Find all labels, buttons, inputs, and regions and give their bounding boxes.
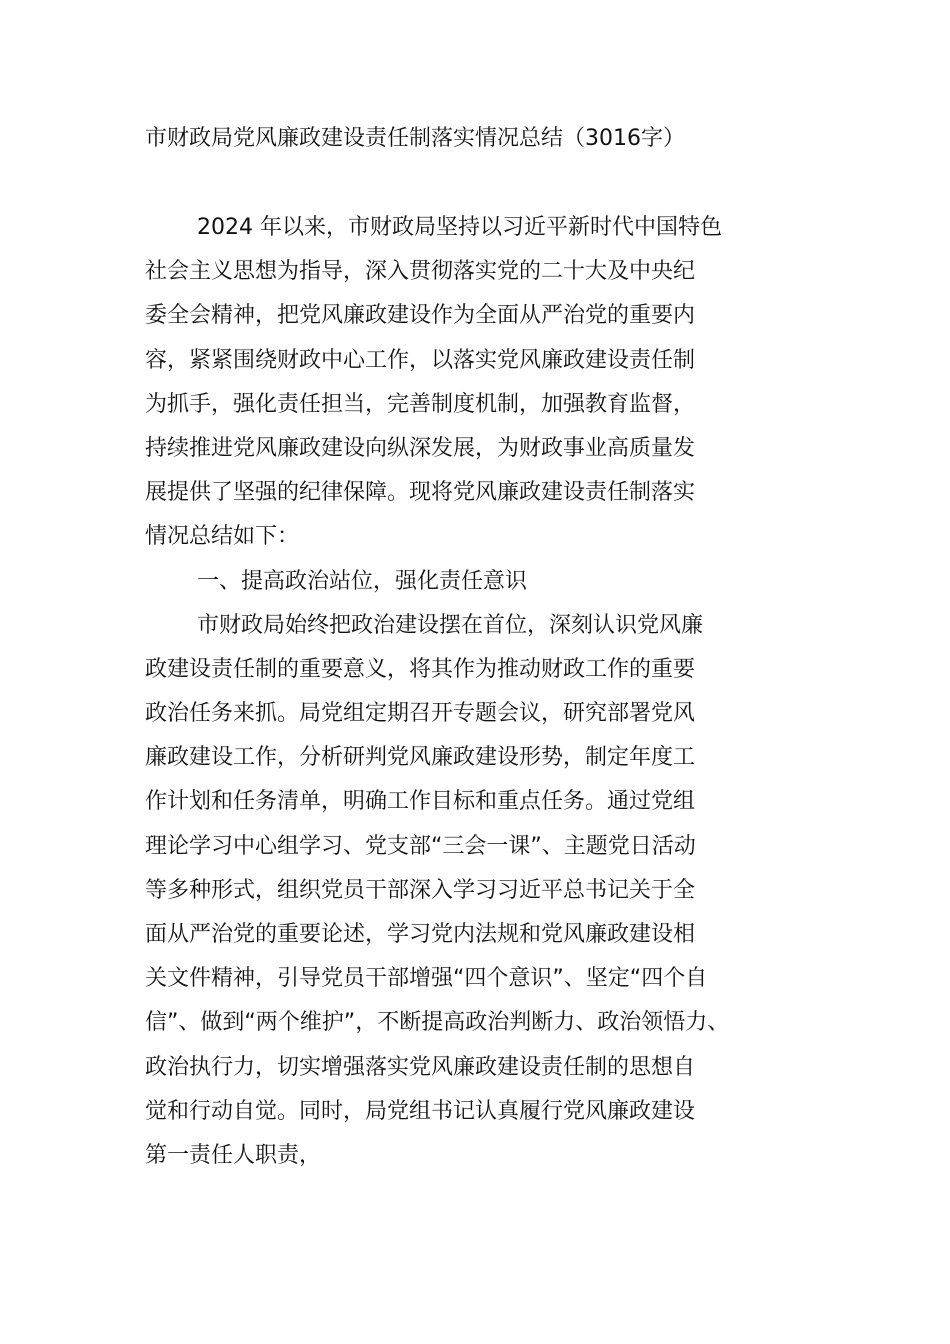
paragraph-line: 第一责任人职责，	[145, 1142, 322, 1168]
paragraph-line: 觉和行动自觉。同时，局党组书记认真履行党风廉政建设	[145, 1098, 696, 1124]
paragraph-line: 容，紧紧围绕财政中心工作，以落实党风廉政建设责任制	[145, 347, 696, 373]
paragraph-line: 信”、做到“两个维护”，不断提高政治判断力、政治领悟力、	[145, 1010, 730, 1036]
paragraph-line: 市财政局始终把政治建设摆在首位，深刻认识党风廉	[197, 612, 704, 638]
document-title: 市财政局党风廉政建设责任制落实情况总结（3016字）	[145, 126, 685, 151]
paragraph-line: 展提供了坚强的纪律保障。现将党风廉政建设责任制落实	[145, 480, 696, 506]
paragraph-line: 等多种形式，组织党员干部深入学习习近平总书记关于全	[145, 877, 696, 903]
paragraph-line: 情况总结如下：	[145, 524, 300, 550]
paragraph-line: 委全会精神，把党风廉政建设作为全面从严治党的重要内	[145, 303, 696, 329]
paragraph-line: 社会主义思想为指导，深入贯彻落实党的二十大及中央纪	[145, 259, 696, 285]
paragraph-line: 作计划和任务清单，明确工作目标和重点任务。通过党组	[145, 789, 696, 815]
paragraph-line: 政治任务来抓。局党组定期召开专题会议，研究部署党风	[145, 701, 696, 727]
paragraph-line: 理论学习中心组学习、党支部“三会一课”、主题党日活动	[145, 833, 696, 859]
section-heading: 一、提高政治站位，强化责任意识	[197, 568, 528, 594]
paragraph-line: 持续推进党风廉政建设向纵深发展，为财政事业高质量发	[145, 435, 696, 461]
paragraph-line: 廉政建设工作，分析研判党风廉政建设形势，制定年度工	[145, 745, 696, 771]
paragraph-line: 2024 年以来，市财政局坚持以习近平新时代中国特色	[197, 215, 722, 240]
paragraph-line: 政建设责任制的重要意义，将其作为推动财政工作的重要	[145, 656, 696, 682]
document-body	[145, 206, 815, 1178]
paragraph-line: 面从严治党的重要论述，学习党内法规和党风廉政建设相	[145, 922, 696, 947]
paragraph-line: 政治执行力，切实增强落实党风廉政建设责任制的思想自	[145, 1054, 696, 1080]
paragraph-line: 关文件精神，引导党员干部增强“四个意识”、坚定“四个自	[145, 966, 708, 992]
paragraph-line: 为抓手，强化责任担当，完善制度机制，加强教育监督，	[145, 391, 696, 417]
